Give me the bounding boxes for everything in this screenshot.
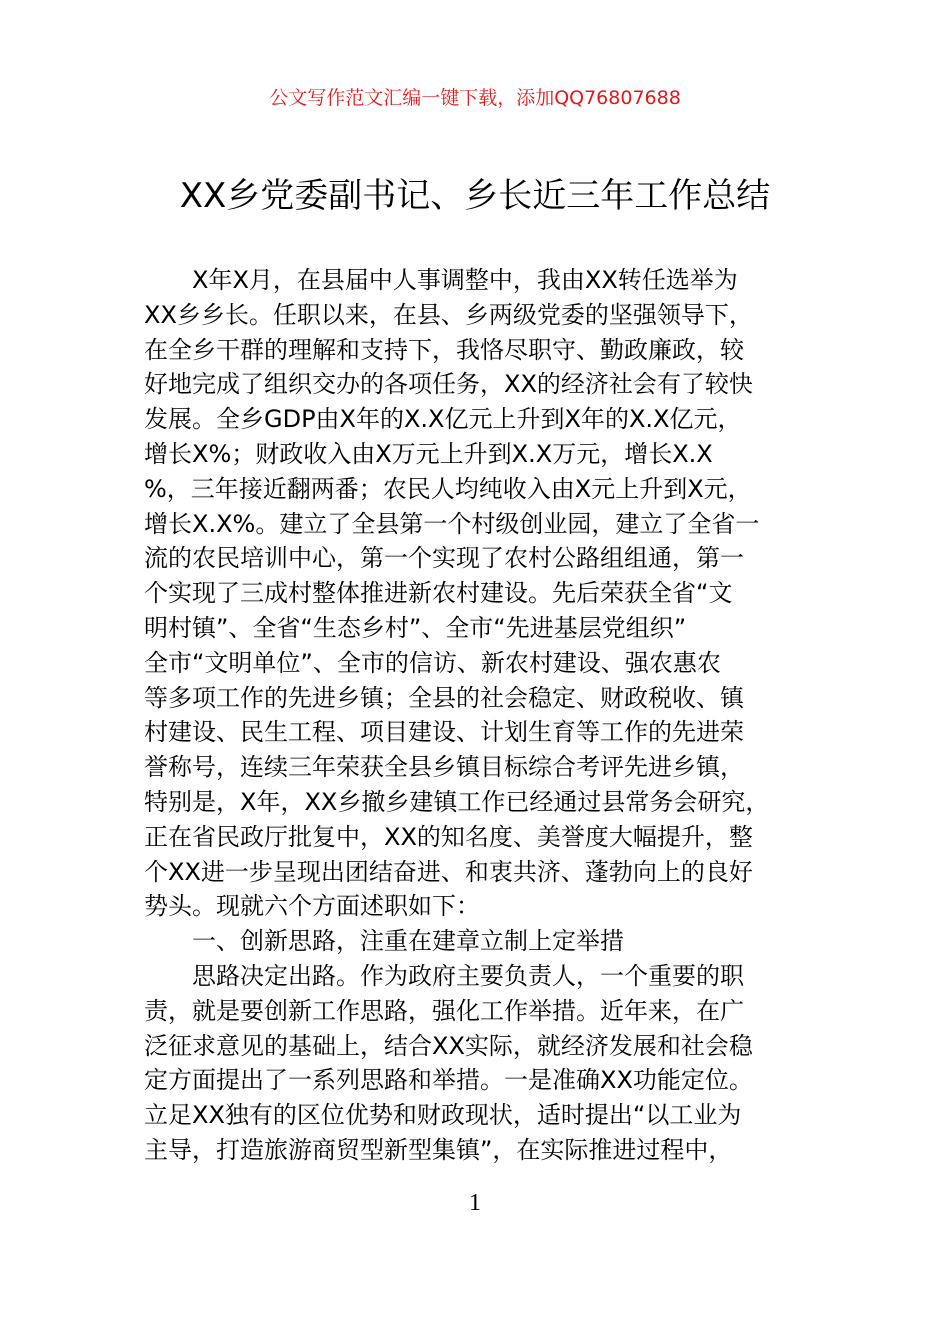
body-line: 增长X.X%。建立了全县第一个村级创业园，建立了全省一 bbox=[144, 509, 760, 538]
body-line: 村建设、民生工程、项目建设、计划生育等工作的先进荣 bbox=[144, 718, 744, 747]
body-line: XX乡乡长。任职以来，在县、乡两级党委的坚强领导下， bbox=[144, 300, 753, 329]
body-line: 增长X%；财政收入由X万元上升到X.X万元，增长X.X bbox=[144, 439, 713, 468]
body-line: 势头。现就六个方面述职如下： bbox=[144, 892, 480, 921]
section-heading: 一、创新思路，注重在建章立制上定举措 bbox=[192, 927, 624, 956]
document-title: XX乡党委副书记、乡长近三年工作总结 bbox=[179, 176, 771, 216]
body-line: 好地完成了组织交办的各项任务，XX的经济社会有了较快 bbox=[144, 370, 753, 399]
body-line: 责，就是要创新工作思路，强化工作举措。近年来，在广 bbox=[144, 996, 744, 1025]
body-line: 发展。全乡GDP由X年的X.X亿元上升到X年的X.X亿元， bbox=[144, 405, 742, 434]
page-number: 1 bbox=[469, 1190, 481, 1216]
body-line: 定方面提出了一系列思路和举措。一是准确XX功能定位。 bbox=[144, 1066, 753, 1095]
body-line: 正在省民政厅批复中，XX的知名度、美誉度大幅提升，整 bbox=[144, 822, 753, 851]
body-line: 个实现了三成村整体推进新农村建设。先后荣获全省“文 bbox=[144, 579, 733, 608]
document-body bbox=[144, 263, 824, 1168]
body-line: X年X月，在县届中人事调整中，我由XX转任选举为 bbox=[192, 266, 738, 294]
body-line: 立足XX独有的区位优势和财政现状，适时提出“以工业为 bbox=[144, 1101, 742, 1130]
body-line: 主导，打造旅游商贸型新型集镇”，在实际推进过程中， bbox=[144, 1135, 733, 1164]
body-line: 在全乡干群的理解和支持下，我恪尽职守、勤政廉政，较 bbox=[144, 335, 744, 364]
body-line: 明村镇”、全省“生态乡村”、全市“先进基层党组织” bbox=[144, 613, 687, 642]
body-line: 等多项工作的先进乡镇；全县的社会稳定、财政税收、镇 bbox=[144, 683, 744, 712]
body-line: 誉称号，连续三年荣获全县乡镇目标综合考评先进乡镇， bbox=[144, 753, 744, 782]
download-notice: 公文写作范文汇编一键下载，添加QQ76807688 bbox=[269, 87, 681, 109]
body-line: 全市“文明单位”、全市的信访、新农村建设、强农惠农 bbox=[144, 648, 721, 677]
body-line: %，三年接近翻两番；农民人均纯收入由X元上升到X元， bbox=[144, 474, 752, 503]
body-line: 个XX进一步呈现出团结奋进、和衷共济、蓬勃向上的良好 bbox=[144, 857, 753, 886]
body-line: 流的农民培训中心，第一个实现了农村公路组组通，第一 bbox=[144, 544, 744, 573]
body-line: 泛征求意见的基础上，结合XX实际，就经济发展和社会稳 bbox=[144, 1031, 753, 1060]
body-line: 思路决定出路。作为政府主要负责人，一个重要的职 bbox=[192, 961, 744, 990]
body-line: 特别是，X年，XX乡撤乡建镇工作已经通过县常务会研究， bbox=[144, 787, 770, 816]
